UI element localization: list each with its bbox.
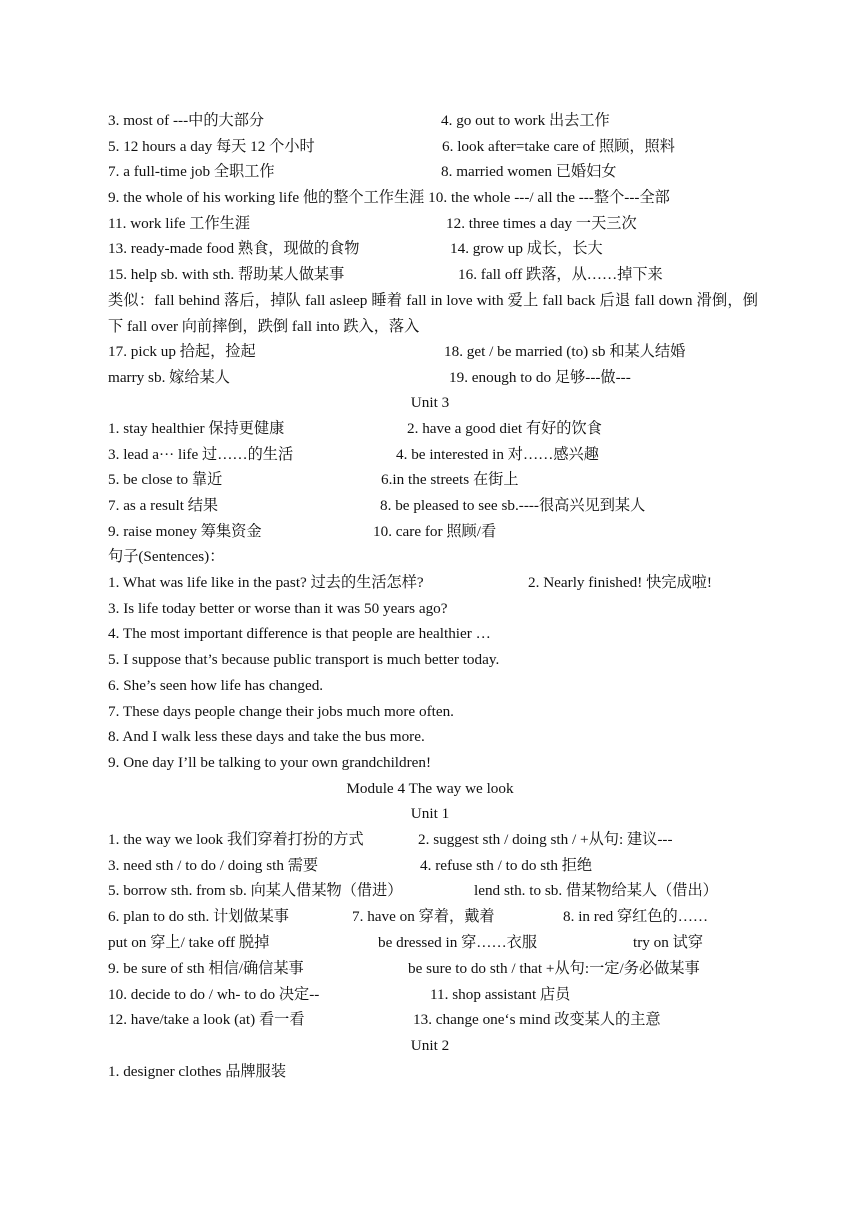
line-item: marry sb. 嫁给某人 <box>108 369 230 386</box>
heading-text: Unit 3 <box>410 394 450 411</box>
text-line <box>108 647 758 673</box>
line-item: 10. decide to do / wh- to do 决定-- <box>108 986 320 1003</box>
line-item: 9. One day I’ll be talking to your own grandchildren! <box>108 754 432 771</box>
line-item: be dressed in 穿……衣服 <box>378 934 538 951</box>
line-item: 类似：fall behind 落后，掉队 fall asleep 睡着 fall in love with 爱上 fall back 后退 fall down 滑倒，倒下 fall over 向前摔倒，跌倒 fall into 跌入，落入 <box>108 292 758 335</box>
text-line <box>108 442 758 468</box>
heading-text: Unit 1 <box>410 805 450 822</box>
text-line <box>108 904 758 930</box>
line-item: 13. ready-made food 熟食，现做的食物 <box>108 240 360 257</box>
line-item: put on 穿上/ take off 脱掉 <box>108 934 270 951</box>
text-line <box>108 108 758 134</box>
text-line <box>108 930 758 956</box>
line-item: 2. Nearly finished! 快完成啦! <box>528 574 712 591</box>
line-item: be sure to do sth / that +从句:一定/务必做某事 <box>408 960 700 977</box>
line-item: 9. raise money 筹集资金 <box>108 523 262 540</box>
line-item: try on 试穿 <box>633 934 704 951</box>
heading-text: Unit 2 <box>410 1037 450 1054</box>
line-item: 11. shop assistant 店员 <box>430 986 571 1003</box>
line-item: 3. lead a··· life 过……的生活 <box>108 446 294 463</box>
line-item: 16. fall off 跌落，从……掉下来 <box>458 266 663 283</box>
module-heading <box>0 776 860 802</box>
text-line <box>108 699 758 725</box>
text-line <box>108 853 758 879</box>
text-line <box>108 878 758 904</box>
text-line <box>108 236 758 262</box>
text-line <box>108 211 758 237</box>
line-item: 7. as a result 结果 <box>108 497 219 514</box>
text-line <box>108 544 758 570</box>
text-paragraph <box>108 288 758 340</box>
text-line <box>108 982 758 1008</box>
text-line <box>108 493 758 519</box>
line-item: 8. married women 已婚妇女 <box>441 163 617 180</box>
line-item: 1. stay healthier 保持更健康 <box>108 420 285 437</box>
line-item: 1. the way we look 我们穿着打扮的方式 <box>108 831 364 848</box>
line-item: 3. most of ---中的大部分 <box>108 112 265 129</box>
line-item: 12. have/take a look (at) 看一看 <box>108 1011 305 1028</box>
line-item: 3. need sth / to do / doing sth 需要 <box>108 857 319 874</box>
text-line <box>108 956 758 982</box>
line-item: 3. Is life today better or worse than it was 50 years ago? <box>108 600 448 617</box>
heading-text: Module 4 The way we look <box>346 780 514 797</box>
line-item: 4. refuse sth / to do sth 拒绝 <box>420 857 593 874</box>
line-item: 5. I suppose that’s because public transport is much better today. <box>108 651 500 668</box>
line-item: 6. She’s seen how life has changed. <box>108 677 324 694</box>
line-item: 6. plan to do sth. 计划做某事 <box>108 908 289 925</box>
line-item: 5. be close to 靠近 <box>108 471 223 488</box>
line-item: 2. have a good diet 有好的饮食 <box>407 420 602 437</box>
text-line <box>108 673 758 699</box>
text-line <box>108 339 758 365</box>
text-line <box>108 365 758 391</box>
line-item: 8. be pleased to see sb.----很高兴见到某人 <box>380 497 646 514</box>
line-item: 7. a full-time job 全职工作 <box>108 163 275 180</box>
unit-heading <box>0 390 860 416</box>
text-line <box>108 519 758 545</box>
line-item: 14. grow up 成长，长大 <box>450 240 603 257</box>
section-label: 句子(Sentences)： <box>108 548 225 565</box>
text-line <box>108 467 758 493</box>
text-line <box>108 750 758 776</box>
text-line <box>108 416 758 442</box>
text-line <box>108 262 758 288</box>
line-item: 7. These days people change their jobs much more often. <box>108 703 454 720</box>
line-item: 4. go out to work 出去工作 <box>441 112 610 129</box>
line-item: 8. in red 穿红色的…… <box>563 908 709 925</box>
line-item: 13. change one‘s mind 改变某人的主意 <box>413 1011 661 1028</box>
unit-heading <box>0 1033 860 1059</box>
line-item: 1. What was life like in the past? 过去的生活怎样? <box>108 574 424 591</box>
line-item: 4. The most important difference is that people are healthier … <box>108 625 491 642</box>
text-line <box>108 621 758 647</box>
text-line <box>108 1007 758 1033</box>
line-item: 9. be sure of sth 相信/确信某事 <box>108 960 304 977</box>
line-item: 7. have on 穿着，戴着 <box>352 908 495 925</box>
line-item: 19. enough to do 足够---做--- <box>449 369 631 386</box>
line-item: 5. borrow sth. from sb. 向某人借某物（借进） <box>108 882 403 899</box>
text-line <box>108 159 758 185</box>
unit-heading <box>0 801 860 827</box>
line-item: 12. three times a day 一天三次 <box>446 215 637 232</box>
text-line <box>108 1059 758 1085</box>
line-item: 11. work life 工作生涯 <box>108 215 251 232</box>
line-item: 15. help sb. with sth. 帮助某人做某事 <box>108 266 345 283</box>
line-item: 6. look after=take care of 照顾，照料 <box>442 138 675 155</box>
text-line <box>108 596 758 622</box>
line-item: 10. care for 照顾/看 <box>373 523 497 540</box>
line-item: 5. 12 hours a day 每天 12 个小时 <box>108 138 315 155</box>
text-line <box>108 570 758 596</box>
text-line <box>108 134 758 160</box>
text-line <box>108 827 758 853</box>
line-item: 18. get / be married (to) sb 和某人结婚 <box>444 343 686 360</box>
line-item: 9. the whole of his working life 他的整个工作生涯 10. the whole ---/ all the ---整个---全部 <box>108 189 670 206</box>
line-item: 4. be interested in 对……感兴趣 <box>396 446 599 463</box>
line-item: 2. suggest sth / doing sth / +从句: 建议--- <box>418 831 673 848</box>
text-line <box>108 185 758 211</box>
line-item: 17. pick up 拾起，捡起 <box>108 343 256 360</box>
line-item: 8. And I walk less these days and take the bus more. <box>108 728 425 745</box>
line-item: 6.in the streets 在街上 <box>381 471 519 488</box>
line-item: 1. designer clothes 品牌服装 <box>108 1063 287 1080</box>
line-item: lend sth. to sb. 借某物给某人（借出） <box>474 882 718 899</box>
text-line <box>108 724 758 750</box>
